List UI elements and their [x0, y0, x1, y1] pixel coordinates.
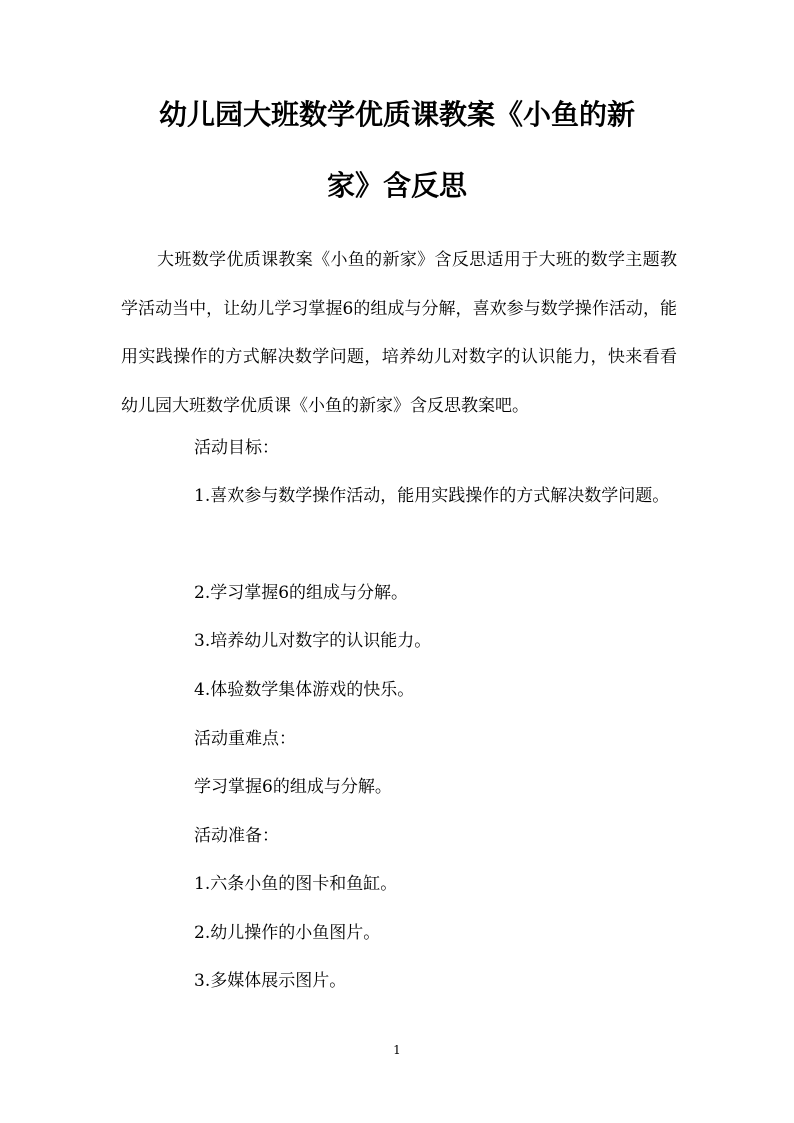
preparation-item: 2.幼儿操作的小鱼图片。 — [194, 923, 381, 943]
goals-heading: 活动目标： — [194, 438, 279, 458]
document-title-line-1: 幼儿园大班数学优质课教案《小鱼的新 — [158, 98, 635, 131]
goal-item: 3.培养幼儿对数字的认识能力。 — [194, 631, 432, 651]
goal-item: 1.喜欢参与数学操作活动，能用实践操作的方式解决数学问题。 — [194, 486, 670, 506]
keypoints-text: 学习掌握6的组成与分解。 — [194, 777, 392, 797]
keypoints-heading: 活动重难点： — [194, 729, 296, 749]
page-number: 1 — [393, 1043, 401, 1057]
goal-item: 2.学习掌握6的组成与分解。 — [194, 583, 409, 603]
intro-paragraph: 大班数学优质课教案《小鱼的新家》含反思适用于大班的数学主题教学活动当中，让幼儿学习掌握6的组成与分解，喜欢参与数学操作活动，能用实践操作的方式解决数学问题，培养幼儿对数字的认识能力，快来看看幼儿园大班数学优质课《小鱼的新家》含反思教案吧。 — [121, 250, 677, 417]
preparation-item: 3.多媒体展示图片。 — [194, 971, 347, 991]
goal-item: 4.体验数学集体游戏的快乐。 — [194, 680, 415, 700]
preparation-heading: 活动准备： — [194, 826, 279, 846]
preparation-item: 1.六条小鱼的图卡和鱼缸。 — [194, 874, 398, 894]
document-title-line-2: 家》含反思 — [326, 169, 467, 202]
